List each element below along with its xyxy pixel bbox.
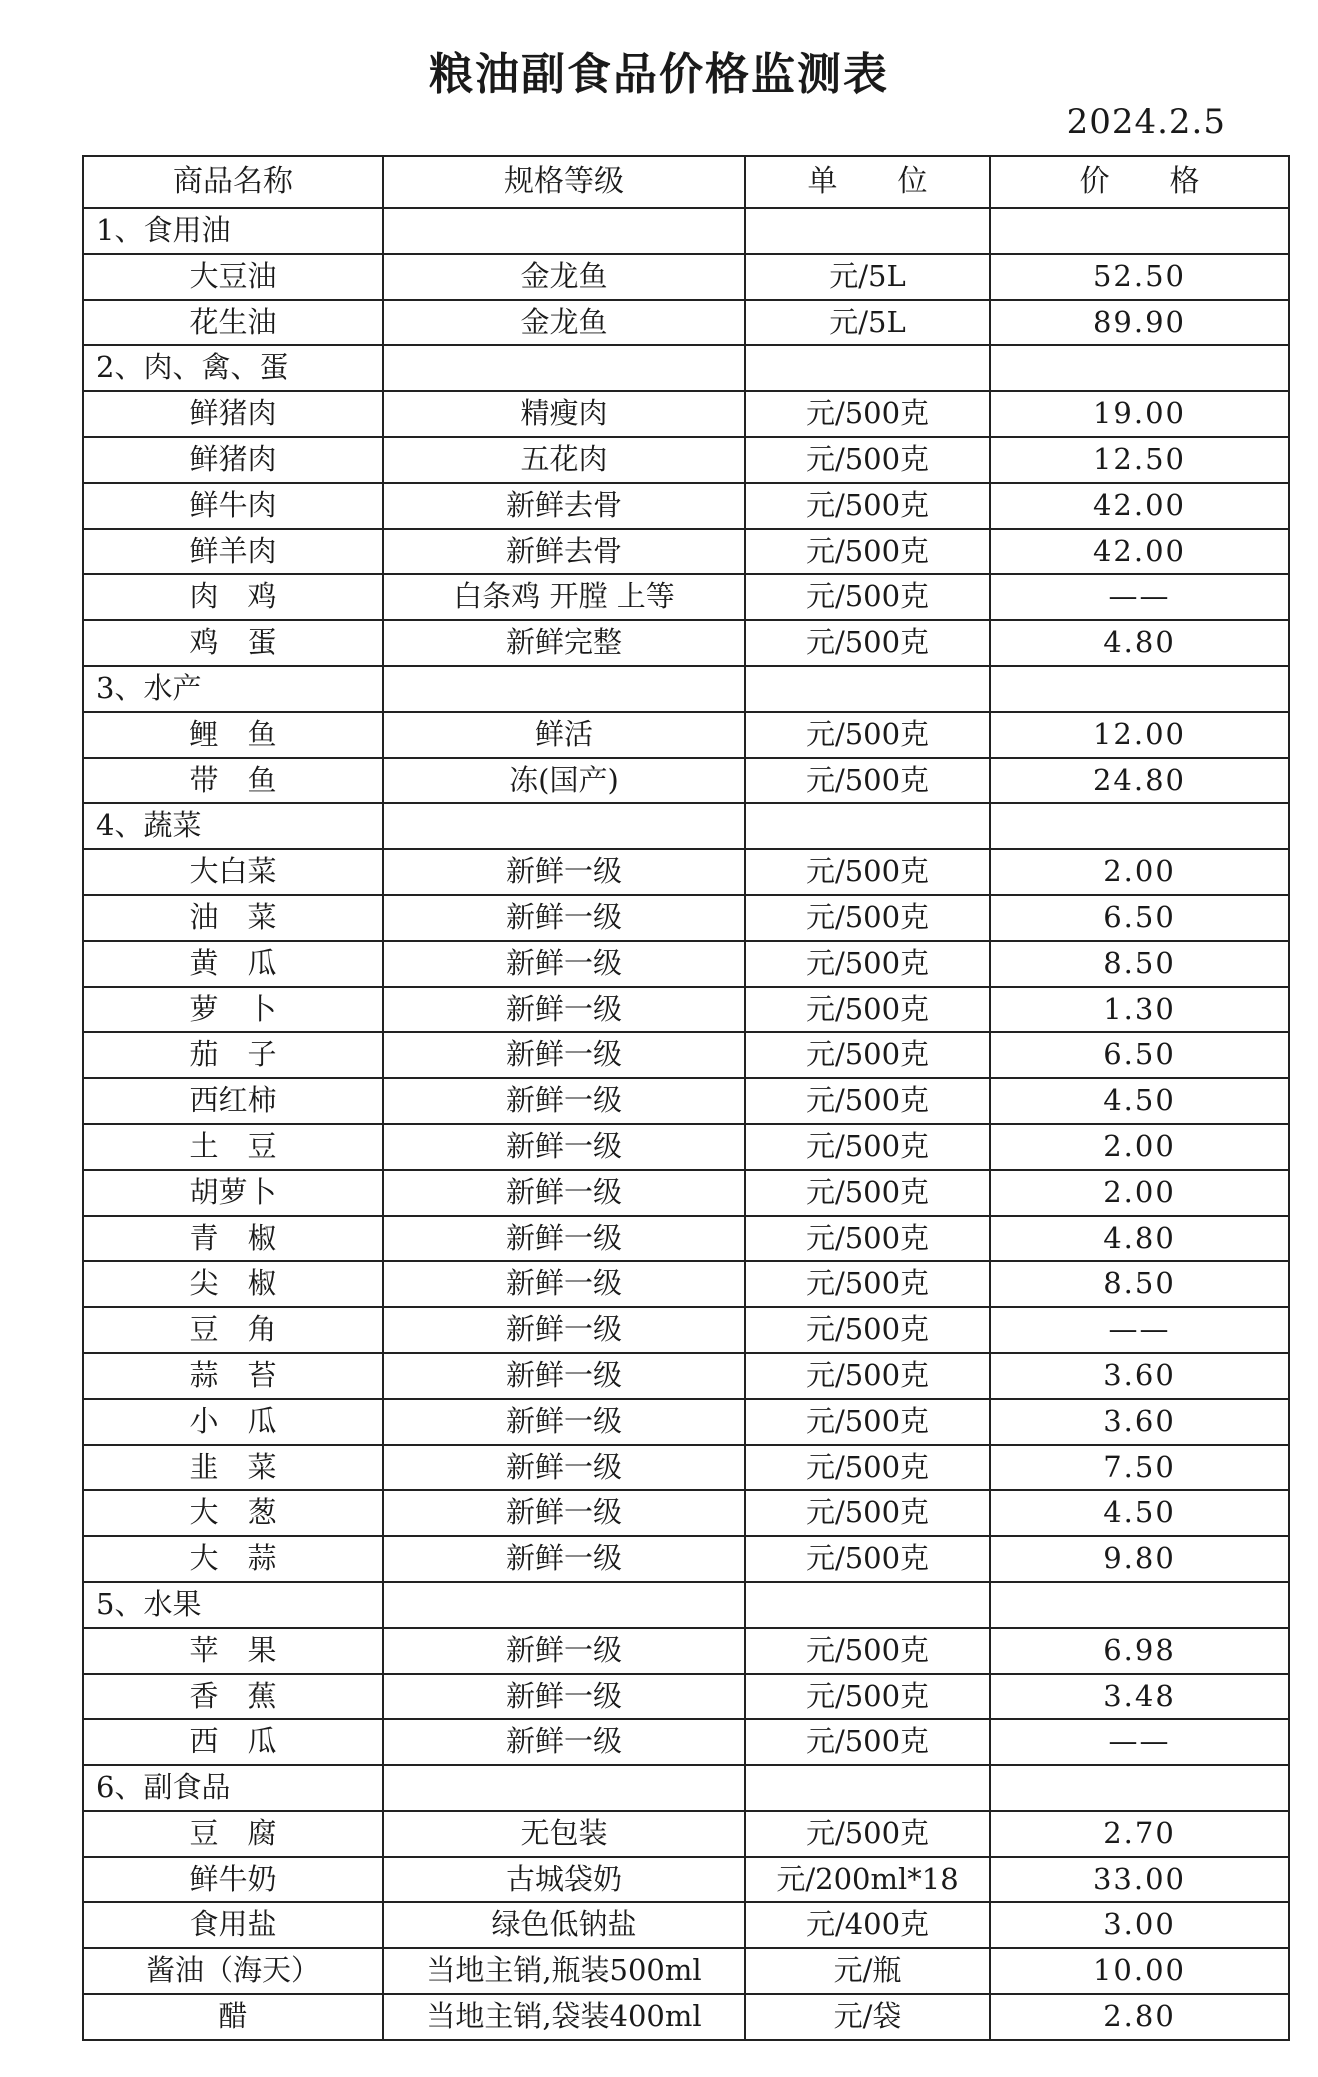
- item-unit: 元/500克: [745, 1399, 990, 1445]
- item-spec: 当地主销,瓶装500ml: [383, 1948, 745, 1994]
- item-spec: 白条鸡 开膛 上等: [383, 574, 745, 620]
- table-row: [83, 941, 1289, 987]
- item-spec: 新鲜一级: [383, 1399, 745, 1445]
- category-label: 1、食用油: [83, 208, 383, 254]
- item-unit: 元/500克: [745, 437, 990, 483]
- item-unit: 元/500克: [745, 529, 990, 575]
- item-unit: 元/500克: [745, 1490, 990, 1536]
- item-name: 西 瓜: [83, 1719, 383, 1765]
- category-row: [83, 803, 1289, 849]
- item-price: 19.00: [990, 391, 1289, 437]
- table-row: [83, 620, 1289, 666]
- empty-cell: [383, 666, 745, 712]
- item-unit: 元/500克: [745, 1216, 990, 1262]
- item-spec: 新鲜一级: [383, 1490, 745, 1536]
- item-name: 萝 卜: [83, 987, 383, 1033]
- empty-cell: [990, 208, 1289, 254]
- table-row: [83, 1261, 1289, 1307]
- price-table-body: [83, 156, 1289, 2040]
- table-row: [83, 1628, 1289, 1674]
- table-row: [83, 1902, 1289, 1948]
- item-name: 带 鱼: [83, 758, 383, 804]
- category-row: [83, 666, 1289, 712]
- item-price: 2.80: [990, 1994, 1289, 2040]
- item-price: 10.00: [990, 1948, 1289, 1994]
- item-unit: 元/500克: [745, 1307, 990, 1353]
- table-row: [83, 1216, 1289, 1262]
- table-row: [83, 1170, 1289, 1216]
- item-price: 8.50: [990, 941, 1289, 987]
- item-name: 鲜羊肉: [83, 529, 383, 575]
- item-unit: 元/500克: [745, 758, 990, 804]
- item-name: 豆 角: [83, 1307, 383, 1353]
- item-name: 苹 果: [83, 1628, 383, 1674]
- empty-cell: [383, 1765, 745, 1811]
- item-unit: 元/500克: [745, 987, 990, 1033]
- empty-cell: [990, 345, 1289, 391]
- item-spec: 五花肉: [383, 437, 745, 483]
- item-unit: 元/500克: [745, 712, 990, 758]
- table-row: [83, 300, 1289, 346]
- empty-cell: [745, 208, 990, 254]
- item-unit: 元/袋: [745, 1994, 990, 2040]
- item-unit: 元/500克: [745, 1170, 990, 1216]
- table-row: [83, 437, 1289, 483]
- item-spec: 新鲜一级: [383, 1170, 745, 1216]
- item-spec: 新鲜去骨: [383, 483, 745, 529]
- empty-cell: [383, 1582, 745, 1628]
- item-spec: 鲜活: [383, 712, 745, 758]
- empty-cell: [383, 345, 745, 391]
- item-price: 2.00: [990, 1170, 1289, 1216]
- item-name: 鲜牛奶: [83, 1857, 383, 1903]
- item-name: 醋: [83, 1994, 383, 2040]
- table-row: [83, 849, 1289, 895]
- table-row: [83, 1994, 1289, 2040]
- item-unit: 元/5L: [745, 300, 990, 346]
- item-name: 酱油（海天）: [83, 1948, 383, 1994]
- item-spec: 新鲜一级: [383, 987, 745, 1033]
- item-unit: 元/500克: [745, 1674, 990, 1720]
- item-price: 4.50: [990, 1490, 1289, 1536]
- empty-cell: [383, 803, 745, 849]
- item-spec: 新鲜一级: [383, 1628, 745, 1674]
- item-price: 4.80: [990, 1216, 1289, 1262]
- empty-cell: [745, 666, 990, 712]
- empty-cell: [990, 1765, 1289, 1811]
- item-name: 油 菜: [83, 895, 383, 941]
- item-unit: 元/500克: [745, 574, 990, 620]
- table-row: [83, 1445, 1289, 1491]
- item-unit: 元/500克: [745, 941, 990, 987]
- header-unit: 单 位: [745, 156, 990, 208]
- item-spec: 新鲜一级: [383, 1674, 745, 1720]
- item-price: 42.00: [990, 483, 1289, 529]
- item-unit: 元/400克: [745, 1902, 990, 1948]
- item-name: 花生油: [83, 300, 383, 346]
- table-row: [83, 1353, 1289, 1399]
- table-row: [83, 529, 1289, 575]
- item-name: 大白菜: [83, 849, 383, 895]
- table-row: [83, 1307, 1289, 1353]
- item-spec: 新鲜一级: [383, 1536, 745, 1582]
- item-name: 香 蕉: [83, 1674, 383, 1720]
- item-price: 4.50: [990, 1078, 1289, 1124]
- item-unit: 元/500克: [745, 1628, 990, 1674]
- item-unit: 元/500克: [745, 849, 990, 895]
- item-unit: 元/瓶: [745, 1948, 990, 1994]
- item-price: 3.60: [990, 1353, 1289, 1399]
- category-row: [83, 1582, 1289, 1628]
- table-header-row: [83, 156, 1289, 208]
- item-spec: 金龙鱼: [383, 300, 745, 346]
- item-name: 大 蒜: [83, 1536, 383, 1582]
- item-unit: 元/5L: [745, 254, 990, 300]
- table-row: [83, 895, 1289, 941]
- item-price: 3.60: [990, 1399, 1289, 1445]
- category-label: 6、副食品: [83, 1765, 383, 1811]
- item-spec: 新鲜一级: [383, 1353, 745, 1399]
- empty-cell: [990, 666, 1289, 712]
- header-spec: 规格等级: [383, 156, 745, 208]
- item-price: ——: [990, 1307, 1289, 1353]
- item-spec: 金龙鱼: [383, 254, 745, 300]
- empty-cell: [990, 1582, 1289, 1628]
- item-price: 6.98: [990, 1628, 1289, 1674]
- item-name: 黄 瓜: [83, 941, 383, 987]
- item-spec: 绿色低钠盐: [383, 1902, 745, 1948]
- table-row: [83, 712, 1289, 758]
- item-price: 7.50: [990, 1445, 1289, 1491]
- item-name: 蒜 苔: [83, 1353, 383, 1399]
- category-label: 3、水产: [83, 666, 383, 712]
- item-price: 33.00: [990, 1857, 1289, 1903]
- item-unit: 元/500克: [745, 1353, 990, 1399]
- item-name: 鲜猪肉: [83, 437, 383, 483]
- header-name: 商品名称: [83, 156, 383, 208]
- item-name: 食用盐: [83, 1902, 383, 1948]
- table-row: [83, 1948, 1289, 1994]
- item-spec: 新鲜一级: [383, 1719, 745, 1765]
- item-name: 尖 椒: [83, 1261, 383, 1307]
- item-spec: 精瘦肉: [383, 391, 745, 437]
- item-spec: 新鲜一级: [383, 1032, 745, 1078]
- category-label: 5、水果: [83, 1582, 383, 1628]
- table-row: [83, 1674, 1289, 1720]
- item-unit: 元/500克: [745, 1261, 990, 1307]
- item-price: ——: [990, 574, 1289, 620]
- item-price: 9.80: [990, 1536, 1289, 1582]
- item-spec: 新鲜一级: [383, 1307, 745, 1353]
- item-unit: 元/500克: [745, 1719, 990, 1765]
- item-unit: 元/500克: [745, 1078, 990, 1124]
- item-unit: 元/500克: [745, 391, 990, 437]
- item-spec: 当地主销,袋装400ml: [383, 1994, 745, 2040]
- item-spec: 新鲜一级: [383, 849, 745, 895]
- item-name: 青 椒: [83, 1216, 383, 1262]
- table-row: [83, 254, 1289, 300]
- item-name: 大豆油: [83, 254, 383, 300]
- table-row: [83, 1399, 1289, 1445]
- item-spec: 新鲜一级: [383, 1445, 745, 1491]
- category-row: [83, 1765, 1289, 1811]
- table-row: [83, 1490, 1289, 1536]
- category-label: 2、肉、禽、蛋: [83, 345, 383, 391]
- item-spec: 新鲜一级: [383, 1078, 745, 1124]
- item-price: 52.50: [990, 254, 1289, 300]
- item-unit: 元/500克: [745, 1536, 990, 1582]
- header-price: 价 格: [990, 156, 1289, 208]
- category-row: [83, 208, 1289, 254]
- table-row: [83, 1032, 1289, 1078]
- table-row: [83, 1719, 1289, 1765]
- price-table: [82, 155, 1290, 2041]
- item-name: 鲜猪肉: [83, 391, 383, 437]
- table-row: [83, 758, 1289, 804]
- item-unit: 元/500克: [745, 483, 990, 529]
- item-price: 12.50: [990, 437, 1289, 483]
- item-price: 6.50: [990, 895, 1289, 941]
- table-row: [83, 1078, 1289, 1124]
- item-price: 1.30: [990, 987, 1289, 1033]
- item-price: 4.80: [990, 620, 1289, 666]
- item-name: 小 瓜: [83, 1399, 383, 1445]
- empty-cell: [745, 1582, 990, 1628]
- table-row: [83, 391, 1289, 437]
- item-name: 茄 子: [83, 1032, 383, 1078]
- table-row: [83, 1536, 1289, 1582]
- item-unit: 元/500克: [745, 1811, 990, 1857]
- item-spec: 新鲜一级: [383, 941, 745, 987]
- item-price: 3.48: [990, 1674, 1289, 1720]
- page-title: 粮油副食品价格监测表: [429, 49, 889, 100]
- category-row: [83, 345, 1289, 391]
- item-unit: 元/500克: [745, 1445, 990, 1491]
- item-spec: 新鲜一级: [383, 895, 745, 941]
- item-name: 胡萝卜: [83, 1170, 383, 1216]
- empty-cell: [745, 345, 990, 391]
- item-price: 6.50: [990, 1032, 1289, 1078]
- item-name: 韭 菜: [83, 1445, 383, 1491]
- empty-cell: [745, 1765, 990, 1811]
- item-price: 8.50: [990, 1261, 1289, 1307]
- item-name: 鲜牛肉: [83, 483, 383, 529]
- item-price: 2.00: [990, 1124, 1289, 1170]
- item-price: 89.90: [990, 300, 1289, 346]
- empty-cell: [990, 803, 1289, 849]
- item-name: 西红柿: [83, 1078, 383, 1124]
- table-row: [83, 987, 1289, 1033]
- item-spec: 古城袋奶: [383, 1857, 745, 1903]
- item-unit: 元/200ml*18: [745, 1857, 990, 1903]
- item-price: ——: [990, 1719, 1289, 1765]
- table-row: [83, 483, 1289, 529]
- item-price: 42.00: [990, 529, 1289, 575]
- item-price: 3.00: [990, 1902, 1289, 1948]
- item-name: 鸡 蛋: [83, 620, 383, 666]
- item-name: 土 豆: [83, 1124, 383, 1170]
- item-spec: 新鲜一级: [383, 1124, 745, 1170]
- category-label: 4、蔬菜: [83, 803, 383, 849]
- item-name: 豆 腐: [83, 1811, 383, 1857]
- item-price: 24.80: [990, 758, 1289, 804]
- table-row: [83, 1124, 1289, 1170]
- item-unit: 元/500克: [745, 1032, 990, 1078]
- item-spec: 新鲜一级: [383, 1261, 745, 1307]
- report-date: 2024.2.5: [1066, 102, 1226, 142]
- empty-cell: [745, 803, 990, 849]
- item-price: 2.70: [990, 1811, 1289, 1857]
- item-unit: 元/500克: [745, 620, 990, 666]
- table-row: [83, 1811, 1289, 1857]
- table-row: [83, 1857, 1289, 1903]
- item-name: 大 葱: [83, 1490, 383, 1536]
- item-spec: 无包装: [383, 1811, 745, 1857]
- table-row: [83, 574, 1289, 620]
- item-unit: 元/500克: [745, 1124, 990, 1170]
- item-spec: 新鲜去骨: [383, 529, 745, 575]
- empty-cell: [383, 208, 745, 254]
- item-name: 肉 鸡: [83, 574, 383, 620]
- item-spec: 新鲜完整: [383, 620, 745, 666]
- item-spec: 新鲜一级: [383, 1216, 745, 1262]
- item-price: 2.00: [990, 849, 1289, 895]
- item-spec: 冻(国产): [383, 758, 745, 804]
- item-unit: 元/500克: [745, 895, 990, 941]
- item-price: 12.00: [990, 712, 1289, 758]
- item-name: 鲤 鱼: [83, 712, 383, 758]
